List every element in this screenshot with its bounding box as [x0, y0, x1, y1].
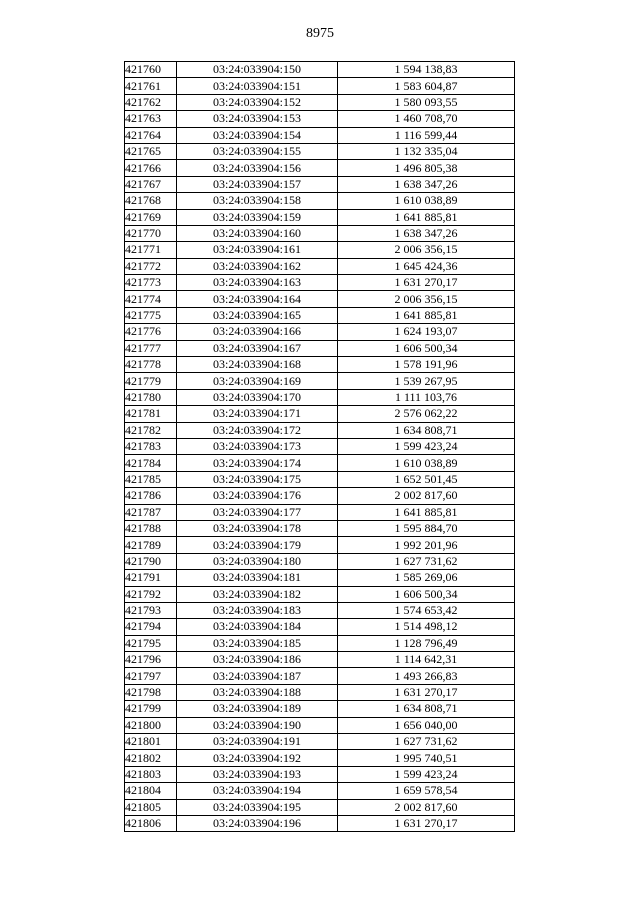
cadastral-number-cell: 03:24:033904:171	[177, 406, 338, 422]
row-id-cell: 421798	[125, 684, 177, 700]
cadastral-number-cell: 03:24:033904:168	[177, 357, 338, 373]
cadastral-number-cell: 03:24:033904:166	[177, 324, 338, 340]
cadastral-number-cell: 03:24:033904:169	[177, 373, 338, 389]
table-row	[125, 225, 515, 241]
table-row	[125, 340, 515, 356]
row-id-cell: 421788	[125, 520, 177, 536]
table-row	[125, 94, 515, 110]
cadastral-value-cell: 1 580 093,55	[338, 94, 515, 110]
cadastral-value-cell: 1 599 423,24	[338, 438, 515, 454]
cadastral-number-cell: 03:24:033904:150	[177, 62, 338, 78]
page-number: 8975	[306, 26, 334, 41]
cadastral-number-cell: 03:24:033904:151	[177, 78, 338, 94]
table-row	[125, 143, 515, 159]
row-id-cell: 421793	[125, 602, 177, 618]
row-id-cell: 421784	[125, 455, 177, 471]
cadastral-number-cell: 03:24:033904:182	[177, 586, 338, 602]
cadastral-number-cell: 03:24:033904:167	[177, 340, 338, 356]
table-row	[125, 783, 515, 799]
cadastral-number-cell: 03:24:033904:161	[177, 242, 338, 258]
cadastral-value-cell: 2 006 356,15	[338, 291, 515, 307]
table-row	[125, 324, 515, 340]
cadastral-value-cell: 1 631 270,17	[338, 684, 515, 700]
row-id-cell: 421795	[125, 635, 177, 651]
table-row	[125, 668, 515, 684]
row-id-cell: 421760	[125, 62, 177, 78]
table-row	[125, 734, 515, 750]
cadastral-number-cell: 03:24:033904:162	[177, 258, 338, 274]
table-row	[125, 652, 515, 668]
cadastral-number-cell: 03:24:033904:160	[177, 225, 338, 241]
cadastral-value-cell: 1 606 500,34	[338, 586, 515, 602]
table-row	[125, 291, 515, 307]
table-row	[125, 242, 515, 258]
row-id-cell: 421777	[125, 340, 177, 356]
table-row	[125, 406, 515, 422]
cadastral-number-cell: 03:24:033904:174	[177, 455, 338, 471]
cadastral-number-cell: 03:24:033904:191	[177, 734, 338, 750]
cadastral-value-cell: 1 656 040,00	[338, 717, 515, 733]
cadastral-value-cell: 1 631 270,17	[338, 815, 515, 831]
cadastral-value-cell: 1 641 885,81	[338, 504, 515, 520]
cadastral-value-cell: 1 585 269,06	[338, 570, 515, 586]
cadastral-value-cell: 1 496 805,38	[338, 160, 515, 176]
table-row	[125, 520, 515, 536]
row-id-cell: 421774	[125, 291, 177, 307]
cadastral-value-cell: 1 114 642,31	[338, 652, 515, 668]
cadastral-number-cell: 03:24:033904:189	[177, 701, 338, 717]
row-id-cell: 421775	[125, 307, 177, 323]
cadastral-value-cell: 1 638 347,26	[338, 176, 515, 192]
row-id-cell: 421782	[125, 422, 177, 438]
table-row	[125, 422, 515, 438]
cadastral-number-cell: 03:24:033904:177	[177, 504, 338, 520]
cadastral-value-cell: 2 576 062,22	[338, 406, 515, 422]
table-row	[125, 766, 515, 782]
row-id-cell: 421787	[125, 504, 177, 520]
table-row	[125, 570, 515, 586]
cadastral-number-cell: 03:24:033904:187	[177, 668, 338, 684]
cadastral-value-cell: 1 634 808,71	[338, 701, 515, 717]
row-id-cell: 421801	[125, 734, 177, 750]
row-id-cell: 421790	[125, 553, 177, 569]
cadastral-number-cell: 03:24:033904:155	[177, 143, 338, 159]
row-id-cell: 421762	[125, 94, 177, 110]
cadastral-number-cell: 03:24:033904:173	[177, 438, 338, 454]
row-id-cell: 421765	[125, 143, 177, 159]
cadastral-value-cell: 1 627 731,62	[338, 553, 515, 569]
row-id-cell: 421773	[125, 275, 177, 291]
cadastral-value-cell: 1 574 653,42	[338, 602, 515, 618]
table-row	[125, 438, 515, 454]
cadastral-value-cell: 1 992 201,96	[338, 537, 515, 553]
row-id-cell: 421803	[125, 766, 177, 782]
row-id-cell: 421771	[125, 242, 177, 258]
cadastral-number-cell: 03:24:033904:176	[177, 488, 338, 504]
table-row	[125, 750, 515, 766]
row-id-cell: 421768	[125, 193, 177, 209]
cadastral-number-cell: 03:24:033904:158	[177, 193, 338, 209]
row-id-cell: 421761	[125, 78, 177, 94]
table-row	[125, 307, 515, 323]
cadastral-value-cell: 1 539 267,95	[338, 373, 515, 389]
row-id-cell: 421780	[125, 389, 177, 405]
row-id-cell: 421786	[125, 488, 177, 504]
table-row	[125, 537, 515, 553]
row-id-cell: 421794	[125, 619, 177, 635]
row-id-cell: 421804	[125, 783, 177, 799]
table-row	[125, 127, 515, 143]
cadastral-value-cell: 1 627 731,62	[338, 734, 515, 750]
table-row	[125, 815, 515, 831]
cadastral-number-cell: 03:24:033904:175	[177, 471, 338, 487]
cadastral-number-cell: 03:24:033904:184	[177, 619, 338, 635]
cadastral-value-cell: 1 610 038,89	[338, 455, 515, 471]
cadastral-value-cell: 1 645 424,36	[338, 258, 515, 274]
cadastral-value-cell: 1 624 193,07	[338, 324, 515, 340]
cadastral-number-cell: 03:24:033904:192	[177, 750, 338, 766]
cadastral-value-cell: 1 995 740,51	[338, 750, 515, 766]
cadastral-number-cell: 03:24:033904:186	[177, 652, 338, 668]
cadastral-number-cell: 03:24:033904:195	[177, 799, 338, 815]
table-row	[125, 389, 515, 405]
cadastral-number-cell: 03:24:033904:165	[177, 307, 338, 323]
row-id-cell: 421791	[125, 570, 177, 586]
cadastral-number-cell: 03:24:033904:185	[177, 635, 338, 651]
cadastral-number-cell: 03:24:033904:154	[177, 127, 338, 143]
cadastral-value-cell: 1 659 578,54	[338, 783, 515, 799]
cadastral-value-cell: 1 578 191,96	[338, 357, 515, 373]
cadastral-number-cell: 03:24:033904:163	[177, 275, 338, 291]
table-row	[125, 373, 515, 389]
table-row	[125, 209, 515, 225]
cadastral-number-cell: 03:24:033904:190	[177, 717, 338, 733]
row-id-cell: 421772	[125, 258, 177, 274]
row-id-cell: 421796	[125, 652, 177, 668]
cadastral-number-cell: 03:24:033904:180	[177, 553, 338, 569]
cadastral-value-cell: 1 583 604,87	[338, 78, 515, 94]
table-row	[125, 602, 515, 618]
table-body	[125, 62, 515, 832]
cadastral-value-table	[124, 61, 515, 832]
row-id-cell: 421783	[125, 438, 177, 454]
row-id-cell: 421805	[125, 799, 177, 815]
row-id-cell: 421785	[125, 471, 177, 487]
row-id-cell: 421789	[125, 537, 177, 553]
cadastral-value-cell: 2 002 817,60	[338, 488, 515, 504]
table-row	[125, 455, 515, 471]
table-row	[125, 717, 515, 733]
cadastral-value-cell: 1 493 266,83	[338, 668, 515, 684]
table-row	[125, 78, 515, 94]
cadastral-value-cell: 1 610 038,89	[338, 193, 515, 209]
cadastral-value-cell: 1 631 270,17	[338, 275, 515, 291]
row-id-cell: 421800	[125, 717, 177, 733]
table-row	[125, 488, 515, 504]
cadastral-value-cell: 1 641 885,81	[338, 307, 515, 323]
cadastral-number-cell: 03:24:033904:181	[177, 570, 338, 586]
cadastral-number-cell: 03:24:033904:159	[177, 209, 338, 225]
cadastral-value-cell: 1 606 500,34	[338, 340, 515, 356]
table-row	[125, 799, 515, 815]
cadastral-value-cell: 1 514 498,12	[338, 619, 515, 635]
table-row	[125, 619, 515, 635]
table-row	[125, 471, 515, 487]
row-id-cell: 421792	[125, 586, 177, 602]
row-id-cell: 421776	[125, 324, 177, 340]
cadastral-value-cell: 1 652 501,45	[338, 471, 515, 487]
cadastral-number-cell: 03:24:033904:172	[177, 422, 338, 438]
cadastral-value-cell: 1 599 423,24	[338, 766, 515, 782]
cadastral-value-cell: 1 594 138,83	[338, 62, 515, 78]
table-row	[125, 258, 515, 274]
row-id-cell: 421781	[125, 406, 177, 422]
cadastral-value-cell: 1 638 347,26	[338, 225, 515, 241]
table-row	[125, 684, 515, 700]
cadastral-number-cell: 03:24:033904:170	[177, 389, 338, 405]
cadastral-value-cell: 1 460 708,70	[338, 111, 515, 127]
table-row	[125, 553, 515, 569]
row-id-cell: 421779	[125, 373, 177, 389]
row-id-cell: 421797	[125, 668, 177, 684]
row-id-cell: 421764	[125, 127, 177, 143]
table-row	[125, 111, 515, 127]
table-row	[125, 635, 515, 651]
cadastral-value-cell: 1 132 335,04	[338, 143, 515, 159]
table-row	[125, 62, 515, 78]
table-row	[125, 586, 515, 602]
table-row	[125, 176, 515, 192]
cadastral-number-cell: 03:24:033904:194	[177, 783, 338, 799]
cadastral-number-cell: 03:24:033904:178	[177, 520, 338, 536]
table-row	[125, 160, 515, 176]
row-id-cell: 421767	[125, 176, 177, 192]
cadastral-value-cell: 1 111 103,76	[338, 389, 515, 405]
row-id-cell: 421769	[125, 209, 177, 225]
cadastral-number-cell: 03:24:033904:188	[177, 684, 338, 700]
cadastral-number-cell: 03:24:033904:196	[177, 815, 338, 831]
row-id-cell: 421770	[125, 225, 177, 241]
cadastral-value-cell: 1 128 796,49	[338, 635, 515, 651]
cadastral-value-cell: 1 641 885,81	[338, 209, 515, 225]
cadastral-number-cell: 03:24:033904:193	[177, 766, 338, 782]
cadastral-number-cell: 03:24:033904:179	[177, 537, 338, 553]
cadastral-number-cell: 03:24:033904:153	[177, 111, 338, 127]
cadastral-value-cell: 1 595 884,70	[338, 520, 515, 536]
cadastral-value-cell: 2 006 356,15	[338, 242, 515, 258]
table-row	[125, 275, 515, 291]
cadastral-value-cell: 1 634 808,71	[338, 422, 515, 438]
row-id-cell: 421778	[125, 357, 177, 373]
row-id-cell: 421763	[125, 111, 177, 127]
cadastral-number-cell: 03:24:033904:157	[177, 176, 338, 192]
table-row	[125, 504, 515, 520]
cadastral-number-cell: 03:24:033904:164	[177, 291, 338, 307]
cadastral-value-cell: 2 002 817,60	[338, 799, 515, 815]
table-row	[125, 357, 515, 373]
cadastral-number-cell: 03:24:033904:152	[177, 94, 338, 110]
cadastral-number-cell: 03:24:033904:156	[177, 160, 338, 176]
row-id-cell: 421799	[125, 701, 177, 717]
table-row	[125, 701, 515, 717]
row-id-cell: 421802	[125, 750, 177, 766]
cadastral-value-cell: 1 116 599,44	[338, 127, 515, 143]
cadastral-number-cell: 03:24:033904:183	[177, 602, 338, 618]
row-id-cell: 421766	[125, 160, 177, 176]
row-id-cell: 421806	[125, 815, 177, 831]
table-row	[125, 193, 515, 209]
